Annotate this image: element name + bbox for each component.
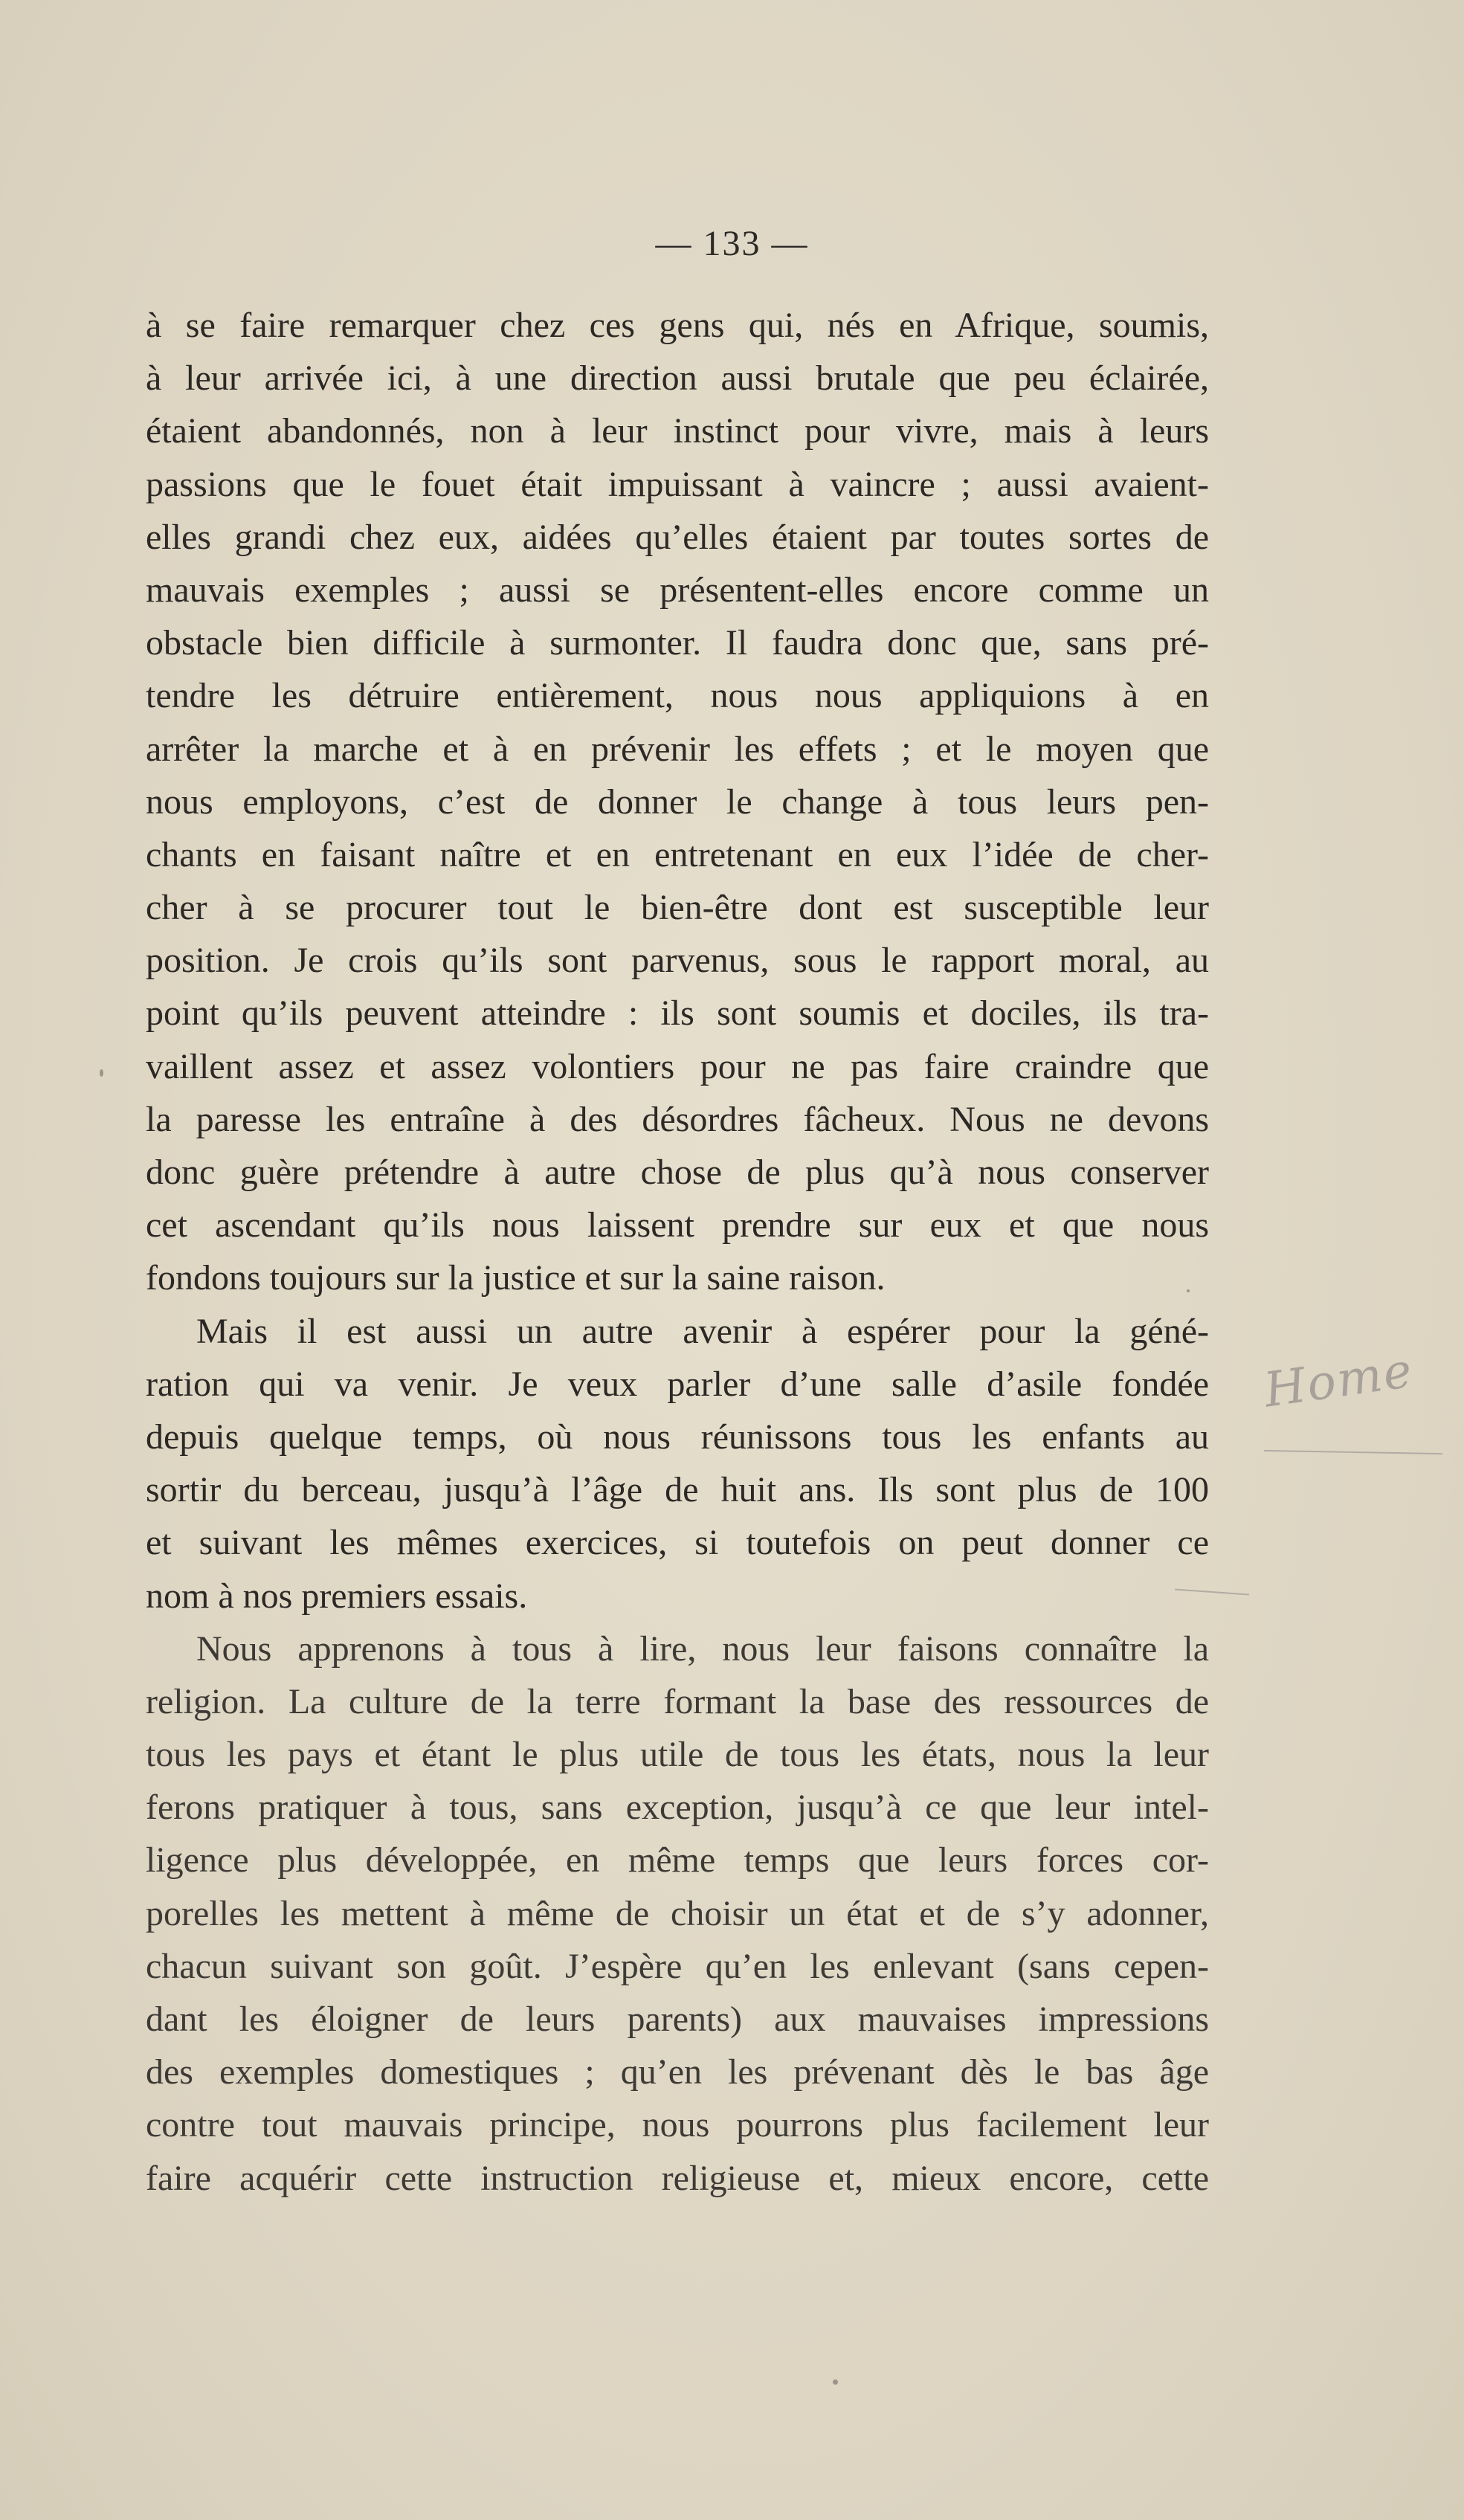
- text-line: Mais il est aussi un autre avenir à espérer pour la géné-: [196, 1311, 1209, 1351]
- text-line: nom à nos premiers essais.: [146, 1576, 528, 1616]
- page-number: — 133 —: [655, 224, 809, 263]
- text-line: chacun suivant son goût. J’espère qu’en les enlevant (sans cepen-: [146, 1946, 1209, 1986]
- text-line: et suivant les mêmes exercices, si toutefois on peut donner ce: [146, 1523, 1209, 1563]
- text-line: vaillent assez et assez volontiers pour ne pas faire craindre que: [146, 1046, 1209, 1086]
- handwritten-margin-note: Home: [1260, 1343, 1417, 1419]
- text-line: religion. La culture de la terre formant la base des ressources de: [146, 1681, 1209, 1721]
- text-line: nous employons, c’est de donner le change à tous leurs pen-: [146, 782, 1209, 822]
- text-line: fondons toujours sur la justice et sur la saine raison.: [146, 1258, 886, 1298]
- text-line: cher à se procurer tout le bien-être dont est susceptible leur: [146, 888, 1209, 928]
- text-line: arrêter la marche et à en prévenir les effets ; et le moyen que: [146, 729, 1209, 769]
- body-text: [146, 299, 1209, 2205]
- text-line: Nous apprenons à tous à lire, nous leur faisons connaître la: [196, 1628, 1209, 1669]
- text-line: passions que le fouet était impuissant à vaincre ; aussi avaient-: [146, 464, 1209, 504]
- text-line: ration qui va venir. Je veux parler d’une salle d’asile fondée: [146, 1364, 1209, 1404]
- text-line: elles grandi chez eux, aidées qu’elles étaient par toutes sortes de: [146, 517, 1209, 557]
- text-line: ferons pratiquer à tous, sans exception, jusqu’à ce que leur intel-: [146, 1788, 1209, 1828]
- text-line: faire acquérir cette instruction religieuse et, mieux encore, cette: [146, 2158, 1209, 2198]
- text-line: sortir du berceau, jusqu’à l’âge de huit ans. Ils sont plus de 100: [146, 1470, 1209, 1510]
- paper-speck: [833, 2379, 838, 2385]
- text-line: donc guère prétendre à autre chose de plus qu’à nous conserver: [146, 1153, 1209, 1192]
- text-line: position. Je crois qu’ils sont parvenus, sous le rapport moral, au: [146, 941, 1209, 981]
- text-line: porelles les mettent à même de choisir un état et de s’y adonner,: [146, 1893, 1209, 1933]
- text-line: obstacle bien difficile à surmonter. Il faudra donc que, sans pré-: [146, 623, 1209, 663]
- paper-speck: [100, 1069, 103, 1077]
- text-line: étaient abandonnés, non à leur instinct pour vivre, mais à leurs: [146, 411, 1209, 451]
- pencil-stroke: [1264, 1450, 1442, 1454]
- text-line: mauvais exemples ; aussi se présentent-elles encore comme un: [146, 570, 1209, 610]
- text-line: la paresse les entraîne à des désordres fâcheux. Nous ne devons: [146, 1099, 1209, 1139]
- text-line: chants en faisant naître et en entretenant en eux l’idée de cher-: [146, 834, 1209, 874]
- text-line: cet ascendant qu’ils nous laissent prendre sur eux et que nous: [146, 1205, 1209, 1246]
- text-line: des exemples domestiques ; qu’en les prévenant dès le bas âge: [146, 2052, 1209, 2092]
- text-line: dant les éloigner de leurs parents) aux mauvaises impressions: [146, 1999, 1209, 2039]
- text-line: tous les pays et étant le plus utile de tous les états, nous la leur: [146, 1735, 1209, 1775]
- text-line: à leur arrivée ici, à une direction aussi brutale que peu éclairée,: [146, 358, 1209, 399]
- text-line: point qu’ils peuvent atteindre : ils sont soumis et dociles, ils tra-: [146, 993, 1209, 1034]
- text-line: tendre les détruire entièrement, nous nous appliquions à en: [146, 676, 1209, 716]
- text-line: ligence plus développée, en même temps que leurs forces cor-: [146, 1840, 1209, 1881]
- text-line: à se faire remarquer chez ces gens qui, nés en Afrique, soumis,: [146, 306, 1209, 345]
- paper-speck: [1187, 1289, 1190, 1292]
- text-line: contre tout mauvais principe, nous pourrons plus facilement leur: [146, 2105, 1209, 2145]
- text-line: depuis quelque temps, où nous réunissons tous les enfants au: [146, 1417, 1209, 1457]
